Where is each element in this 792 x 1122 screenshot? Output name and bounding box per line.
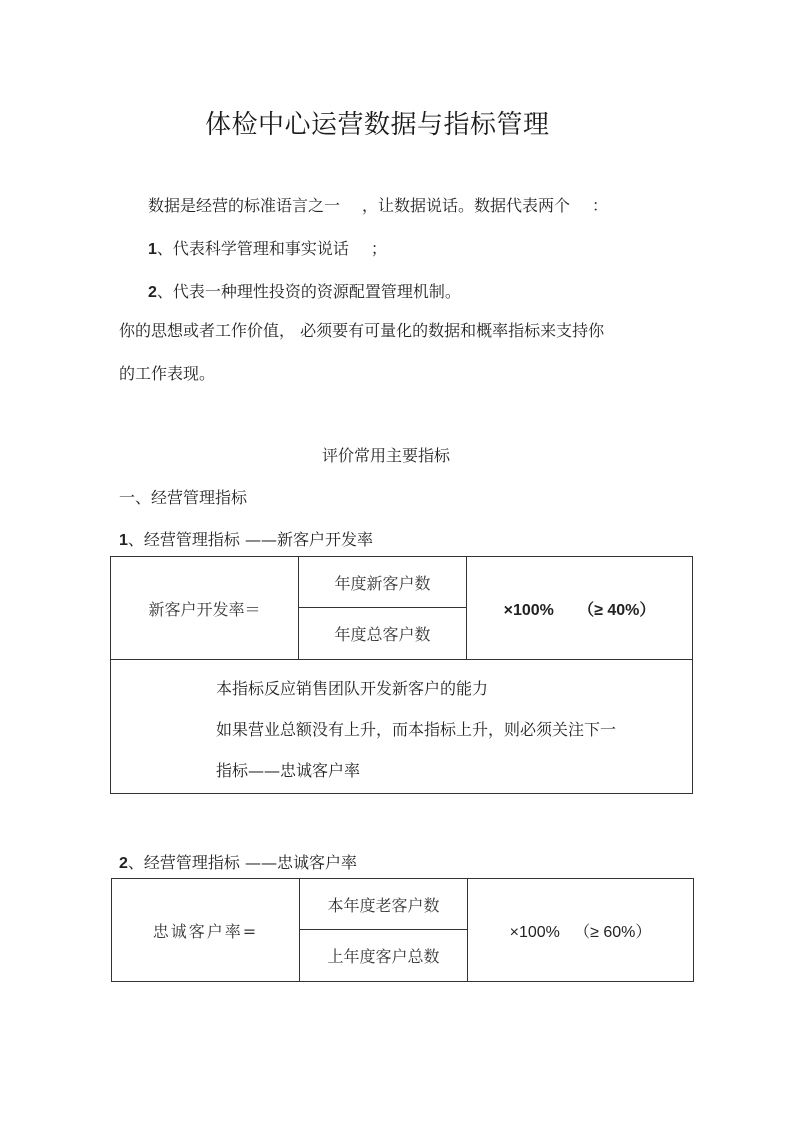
note-line: 指标——忠诚客户率 bbox=[216, 761, 361, 780]
indicator-heading-text: 、经营管理指标 ——新客户开发率 bbox=[127, 530, 373, 549]
document-title: 体检中心运营数据与指标管理 bbox=[205, 110, 550, 140]
notes-cell bbox=[111, 660, 693, 794]
intro-line-1-part-a: 数据是经营的标准语言之一 bbox=[148, 196, 341, 215]
multiplier-cell bbox=[468, 879, 694, 982]
threshold: （≥ 40%） bbox=[578, 601, 656, 619]
formula-label-cell bbox=[111, 557, 299, 660]
item-end: ； bbox=[370, 239, 387, 258]
numerator-cell bbox=[299, 557, 467, 608]
indicator-1-formula-table bbox=[110, 556, 693, 794]
indicator-1-heading bbox=[119, 527, 373, 550]
item-text: 、代表科学管理和事实说话 bbox=[156, 239, 349, 258]
formula-label: 新客户开发率＝ bbox=[148, 599, 261, 619]
indicator-2-heading bbox=[119, 850, 357, 873]
denominator: 年度总客户数 bbox=[334, 625, 431, 644]
intro-line-1-part-c: ： bbox=[592, 196, 609, 215]
note-line: 如果营业总额没有上升，而本指标上升，则必须关注下一 bbox=[216, 720, 617, 739]
numerator-cell bbox=[300, 879, 468, 930]
item-number: 2 bbox=[148, 284, 157, 301]
intro-line-4: 你的思想或者工作价值， 必须要有可量化的数据和概率指标来支持你 bbox=[119, 321, 605, 340]
denominator-cell bbox=[300, 930, 468, 982]
threshold: （≥ 60%） bbox=[574, 923, 652, 941]
indicator-number: 2 bbox=[119, 855, 128, 872]
item-number: 1 bbox=[148, 241, 157, 258]
multiplier-cell bbox=[467, 557, 693, 660]
numerator: 本年度老客户数 bbox=[327, 895, 440, 915]
intro-line-1-part-b: ，让数据说话。数据代表两个 bbox=[362, 196, 571, 215]
formula-label-cell bbox=[112, 879, 300, 982]
intro-item-2 bbox=[148, 279, 461, 302]
multiplier: ×100% bbox=[509, 923, 560, 941]
intro-item-1 bbox=[148, 236, 387, 259]
indicator-heading-text: 、经营管理指标 ——忠诚客户率 bbox=[127, 853, 357, 872]
multiplier: ×100% bbox=[503, 601, 554, 619]
section-title: 评价常用主要指标 bbox=[322, 446, 451, 465]
intro-line-5: 的工作表现。 bbox=[119, 364, 216, 383]
denominator: 上年度客户总数 bbox=[327, 947, 440, 966]
formula-label: 忠诚客户率= bbox=[152, 921, 259, 941]
denominator-cell bbox=[299, 608, 467, 660]
intro-line-1 bbox=[148, 193, 608, 216]
indicator-number: 1 bbox=[119, 532, 128, 549]
item-text: 、代表一种理性投资的资源配置管理机制。 bbox=[156, 282, 461, 301]
chapter-heading: 一、经营管理指标 bbox=[119, 488, 248, 507]
numerator: 年度新客户数 bbox=[334, 573, 431, 593]
note-line: 本指标反应销售团队开发新客户的能力 bbox=[216, 679, 489, 698]
indicator-2-formula-table bbox=[111, 878, 694, 982]
